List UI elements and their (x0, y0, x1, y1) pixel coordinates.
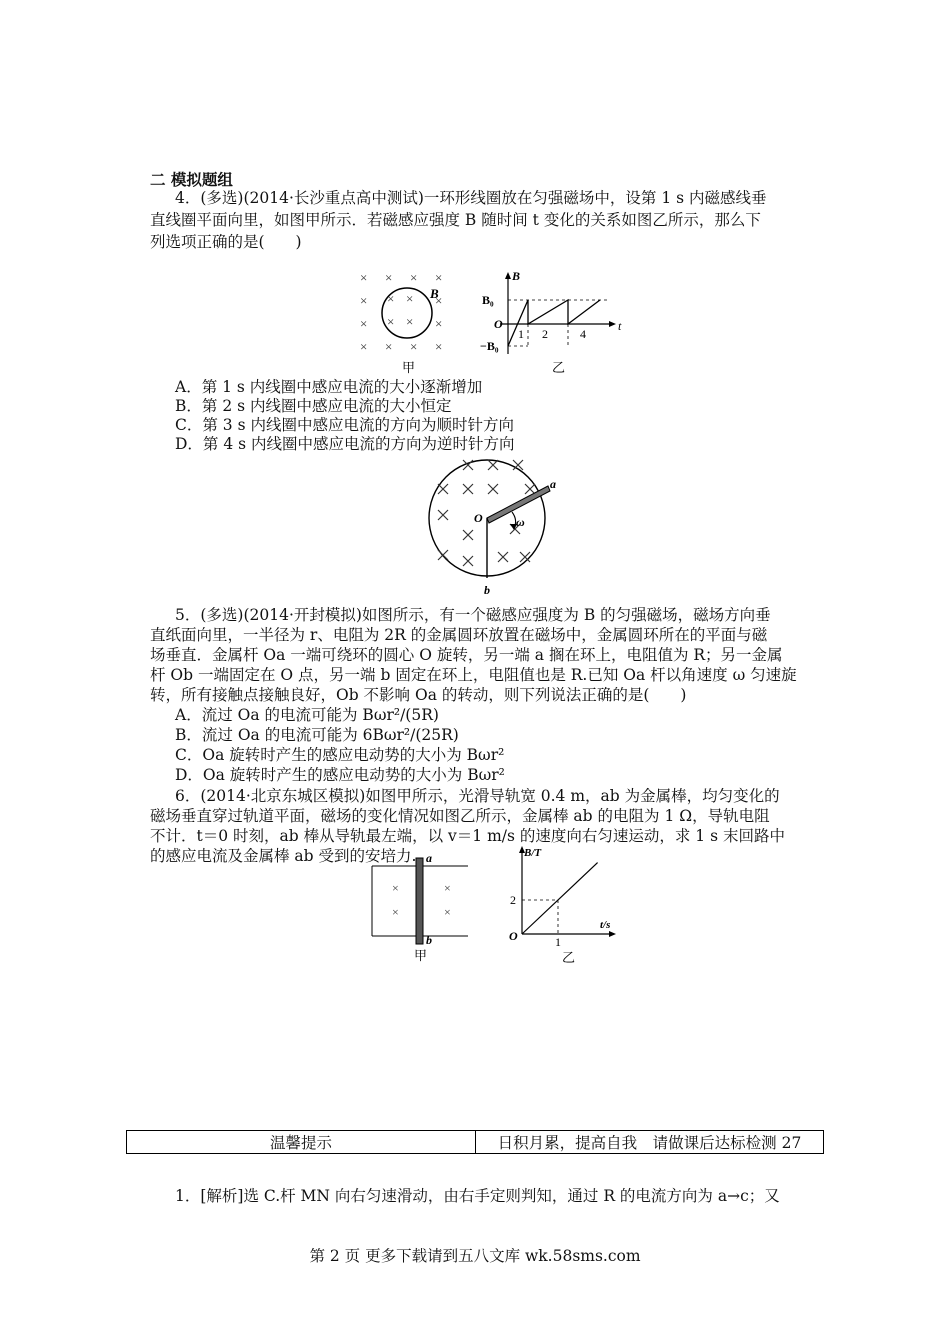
q6-label-BT: B/T (524, 847, 542, 859)
svg-text:×: × (360, 293, 368, 308)
q5-line-1: 5．(多选)(2014·开封模拟)如图所示，有一个磁感应强度为 B 的匀强磁场，磁场方向垂 (175, 606, 771, 624)
q4-option-b: B．第 2 s 内线圈中感应电流的大小恒定 (175, 397, 452, 415)
q6-line-2: 磁场垂直穿过轨道平面，磁场的变化情况如图乙所示，金属棒 ab 的电阻为 1 Ω，导轨电阻 (150, 807, 770, 825)
q5-line-2: 直纸面向里，一半径为 r、电阻为 2R 的金属圆环放置在磁场中，金属圆环所在的平面与磁 (150, 626, 768, 644)
q5-option-d: D．Oa 旋转时产生的感应电动势的大小为 Bωr² (175, 766, 505, 784)
q5-label-b: b (484, 583, 490, 597)
q5-option-c: C．Oa 旋转时产生的感应电动势的大小为 Bωr² (175, 746, 505, 764)
q6-line-3: 不计．t＝0 时刻，ab 棒从导轨最左端，以 v＝1 m/s 的速度向右匀速运动，求 1 s 末回路中 (150, 827, 785, 845)
svg-text:×: × (406, 314, 414, 329)
q4-option-a: A．第 1 s 内线圈中感应电流的大小逐渐增加 (175, 378, 483, 396)
svg-text:×: × (360, 316, 368, 331)
q6-tick-1: 1 (555, 935, 561, 949)
q5-option-b: B．流过 Oa 的电流可能为 6Bωr²/(25R) (175, 726, 459, 744)
svg-text:×: × (410, 339, 418, 354)
svg-text:×: × (435, 339, 443, 354)
q6-label-O: O (509, 929, 518, 943)
svg-text:×: × (385, 339, 393, 354)
q5-figure (420, 452, 570, 597)
yi-tick-4: 4 (580, 327, 586, 341)
q6-line-1: 6．(2014·北京东城区模拟)如图甲所示，光滑导轨宽 0.4 m，ab 为金属棒，均匀变化的 (175, 787, 780, 805)
q4-line-1: 4．(多选)(2014·长沙重点高中测试)一环形线圈放在匀强磁场中，设第 1 s 内磁感线垂 (175, 189, 767, 207)
q6-caption-yi: 乙 (562, 950, 576, 965)
rod-ab (416, 858, 423, 944)
q6-label-b: b (426, 933, 432, 947)
q5-line-3: 场垂直．金属杆 Oa 一端可绕环的圆心 O 旋转，另一端 a 搁在环上，电阻值为 R；另一金属 (150, 646, 783, 664)
q4-line-3: 列选项正确的是( ) (150, 233, 302, 251)
yi-tick-2: 2 (542, 327, 548, 341)
yi-label-B: B (512, 269, 521, 283)
q4-line-2: 直线圈平面向里，如图甲所示．若磁感应强度 B 随时间 t 变化的关系如图乙所示，那么下 (150, 211, 761, 229)
yi-label-t: t (618, 319, 622, 333)
series-line (522, 863, 598, 934)
label-B: B (430, 286, 439, 301)
tip-table (126, 1130, 824, 1154)
svg-text:×: × (360, 270, 368, 285)
svg-text:×: × (360, 339, 368, 354)
svg-text:×: × (392, 881, 399, 895)
q6-label-a: a (426, 851, 432, 865)
svg-text:×: × (392, 905, 399, 919)
field-cross-marks (360, 270, 442, 354)
q6-figure-yi (500, 842, 630, 967)
svg-text:×: × (435, 293, 443, 308)
q6-caption-jia: 甲 (414, 948, 428, 963)
page-footer: 第 2 页 更多下载请到五八文库 wk.58sms.com (309, 1247, 641, 1265)
section-title: 二 模拟题组 (150, 170, 233, 189)
q4-option-d: D．第 4 s 内线圈中感应电流的方向为逆时针方向 (175, 435, 515, 453)
caption-jia: 甲 (402, 360, 416, 375)
q5-option-a: A．流过 Oa 的电流可能为 Bωr²/(5R) (175, 706, 439, 724)
q6-figure-jia (368, 850, 478, 965)
svg-text:×: × (387, 314, 395, 329)
caption-yi: 乙 (552, 360, 566, 375)
q5-label-a: a (550, 477, 556, 491)
yi-label-B0: B₀ (482, 293, 494, 307)
tip-left: 温馨提示 (127, 1131, 476, 1154)
svg-text:×: × (387, 291, 395, 306)
svg-text:×: × (410, 270, 418, 285)
yi-label-negB0: −B₀ (480, 339, 499, 353)
q5-line-4: 杆 Ob 一端固定在 O 点，另一端 b 固定在环上，电阻值也是 R.已知 Oa 杆以角速度 ω 匀速旋 (150, 666, 797, 684)
tip-right: 日积月累，提高自我 请做课后达标检测 27 (476, 1131, 824, 1154)
q6-label-ts: t/s (600, 919, 611, 931)
q5-line-5: 转，所有接触点接触良好，Ob 不影响 Oa 的转动，则下列说法正确的是( ) (150, 686, 687, 704)
q4-option-c: C．第 3 s 内线圈中感应电流的方向为顺时针方向 (175, 416, 514, 434)
q4-figure-yi (480, 268, 630, 378)
q4-figure-jia (350, 268, 470, 378)
svg-text:×: × (444, 905, 451, 919)
q6-line-4: 的感应电流及金属棒 ab 受到的安培力. (150, 847, 417, 865)
svg-text:×: × (406, 291, 414, 306)
q6-tick-2: 2 (510, 893, 516, 907)
q5-label-O: O (474, 511, 483, 525)
svg-text:×: × (435, 270, 443, 285)
svg-text:×: × (385, 270, 393, 285)
yi-tick-1: 1 (518, 327, 524, 341)
yi-label-O: O (494, 317, 503, 331)
svg-text:×: × (444, 881, 451, 895)
svg-text:×: × (435, 316, 443, 331)
answer-line: 1．[解析]选 C.杆 MN 向右匀速滑动，由右手定则判知，通过 R 的电流方向为 a→c；又 (175, 1187, 780, 1205)
q5-label-omega: ω (516, 515, 525, 529)
